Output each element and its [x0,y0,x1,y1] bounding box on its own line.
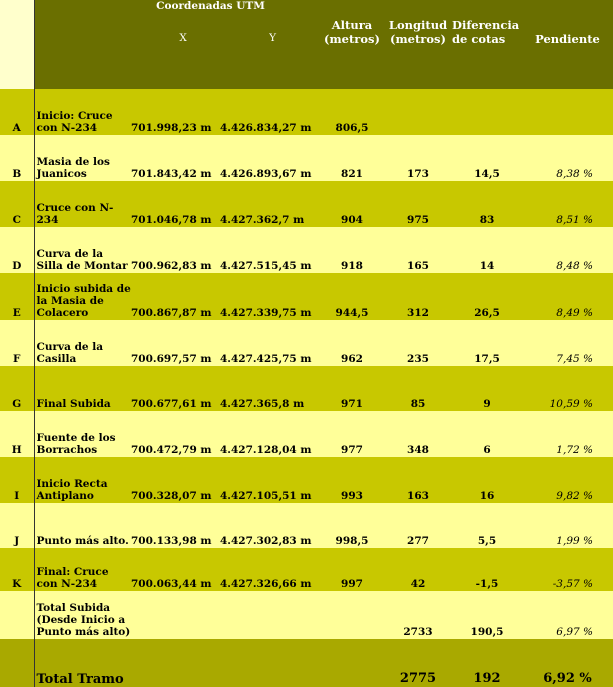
row-x: 700.328,07 m [131,457,220,503]
table-row [0,273,613,320]
row-name: Punto más alto. [34,503,131,548]
row-pendiente: -3,57 % [522,548,613,591]
row-diferencia: 16 [452,457,522,503]
row-name: Inicio subida de la Masia de Colacero [34,273,131,320]
header-name-cell [34,0,131,89]
row-longitud: 165 [384,227,452,273]
row-diferencia: 9 [452,366,522,411]
row-y: 4.427.302,83 m [220,503,320,548]
row-name: Inicio: Cruce con N-234 [34,89,131,135]
utm-label: Coordenadas UTM [156,0,265,12]
total-tramo-row [0,639,613,687]
altura-unit: (metros) [324,32,380,46]
row-y: 4.427.339,75 m [220,273,320,320]
row-longitud: 85 [384,366,452,411]
row-letter [0,639,34,687]
row-letter: G [0,366,34,411]
total-subida-diferencia: 190,5 [452,591,522,639]
row-pendiente [522,89,613,135]
row-pendiente: 10,59 % [522,366,613,411]
row-name: Cruce con N-234 [34,181,131,227]
table-row [0,135,613,181]
total-tramo-pendiente: 6,92 % [522,639,613,687]
row-altura: 821 [320,135,384,181]
total-subida-pendiente: 6,97 % [522,591,613,639]
row-letter: C [0,181,34,227]
diferencia-unit: de cotas [452,32,506,46]
row-x: 701.998,23 m [131,89,220,135]
total-tramo-name: Total Tramo [34,639,320,687]
row-pendiente: 8,48 % [522,227,613,273]
row-altura: 806,5 [320,89,384,135]
table-row [0,548,613,591]
row-diferencia: -1,5 [452,548,522,591]
longitud-label: Longitud [388,18,448,32]
header-letter-cell [0,0,34,89]
row-diferencia: 83 [452,181,522,227]
row-name: Masia de los Juanicos [34,135,131,181]
row-diferencia: 26,5 [452,273,522,320]
row-y: 4.426.893,67 m [220,135,320,181]
row-letter: H [0,411,34,457]
row-letter: I [0,457,34,503]
row-longitud: 312 [384,273,452,320]
table-row [0,457,613,503]
row-x: 700.677,61 m [131,366,220,411]
table-row [0,366,613,411]
row-altura: 962 [320,320,384,366]
header-longitud [384,0,452,89]
row-longitud: 277 [384,503,452,548]
row-pendiente: 8,51 % [522,181,613,227]
row-letter: K [0,548,34,591]
row-name: Final: Cruce con N-234 [34,548,131,591]
row-y [220,591,320,639]
row-pendiente: 7,45 % [522,320,613,366]
row-diferencia: 6 [452,411,522,457]
row-diferencia: 14,5 [452,135,522,181]
row-diferencia: 14 [452,227,522,273]
row-longitud [384,89,452,135]
total-subida-name: Total Subida (Desde Inicio a Punto más alto) [34,591,131,639]
table-row [0,503,613,548]
row-letter: F [0,320,34,366]
row-name: Inicio Recta Antiplano [34,457,131,503]
row-x: 700.063,44 m [131,548,220,591]
diferencia-label: Diferencia [452,18,520,32]
row-pendiente: 1,99 % [522,503,613,548]
header-utm [131,0,320,89]
row-diferencia: 5,5 [452,503,522,548]
row-altura [320,639,384,687]
row-x: 701.843,42 m [131,135,220,181]
row-altura: 993 [320,457,384,503]
header-diferencia [452,0,522,89]
row-diferencia: 17,5 [452,320,522,366]
row-name: Final Subida [34,366,131,411]
row-letter: J [0,503,34,548]
row-y: 4.427.128,04 m [220,411,320,457]
row-y: 4.427.326,66 m [220,548,320,591]
row-pendiente: 1,72 % [522,411,613,457]
altura-label: Altura [331,18,373,32]
row-y: 4.426.834,27 m [220,89,320,135]
y-label: Y [269,32,277,44]
total-subida-row [0,591,613,639]
table-row [0,181,613,227]
total-tramo-longitud: 2775 [384,639,452,687]
row-altura: 997 [320,548,384,591]
row-altura [320,591,384,639]
row-altura: 904 [320,181,384,227]
row-x: 701.046,78 m [131,181,220,227]
row-letter: B [0,135,34,181]
header-row [0,0,613,89]
row-x: 700.472,79 m [131,411,220,457]
longitud-unit: (metros) [390,32,446,46]
table-row [0,320,613,366]
row-longitud: 975 [384,181,452,227]
row-y: 4.427.362,7 m [220,181,320,227]
row-pendiente: 9,82 % [522,457,613,503]
x-label: X [179,32,187,44]
row-longitud: 42 [384,548,452,591]
row-pendiente: 8,38 % [522,135,613,181]
row-longitud: 235 [384,320,452,366]
row-letter: E [0,273,34,320]
row-altura: 977 [320,411,384,457]
table-row [0,227,613,273]
row-altura: 944,5 [320,273,384,320]
total-subida-longitud: 2733 [384,591,452,639]
header-pendiente: Pendiente [522,0,613,89]
row-x: 700.867,87 m [131,273,220,320]
row-diferencia [452,89,522,135]
row-name: Fuente de los Borrachos [34,411,131,457]
row-name: Curva de la Silla de Montar [34,227,131,273]
row-y: 4.427.425,75 m [220,320,320,366]
row-longitud: 163 [384,457,452,503]
row-name: Curva de la Casilla [34,320,131,366]
total-tramo-diferencia: 192 [452,639,522,687]
row-altura: 998,5 [320,503,384,548]
row-altura: 918 [320,227,384,273]
row-y: 4.427.515,45 m [220,227,320,273]
table-row [0,411,613,457]
row-x [131,591,220,639]
row-altura: 971 [320,366,384,411]
row-x: 700.133,98 m [131,503,220,548]
row-letter: A [0,89,34,135]
row-letter: D [0,227,34,273]
row-y: 4.427.105,51 m [220,457,320,503]
row-pendiente: 8,49 % [522,273,613,320]
row-longitud: 348 [384,411,452,457]
row-y: 4.427.365,8 m [220,366,320,411]
row-x: 700.962,83 m [131,227,220,273]
row-letter [0,591,34,639]
table-row [0,89,613,135]
row-x: 700.697,57 m [131,320,220,366]
row-longitud: 173 [384,135,452,181]
header-altura [320,0,384,89]
